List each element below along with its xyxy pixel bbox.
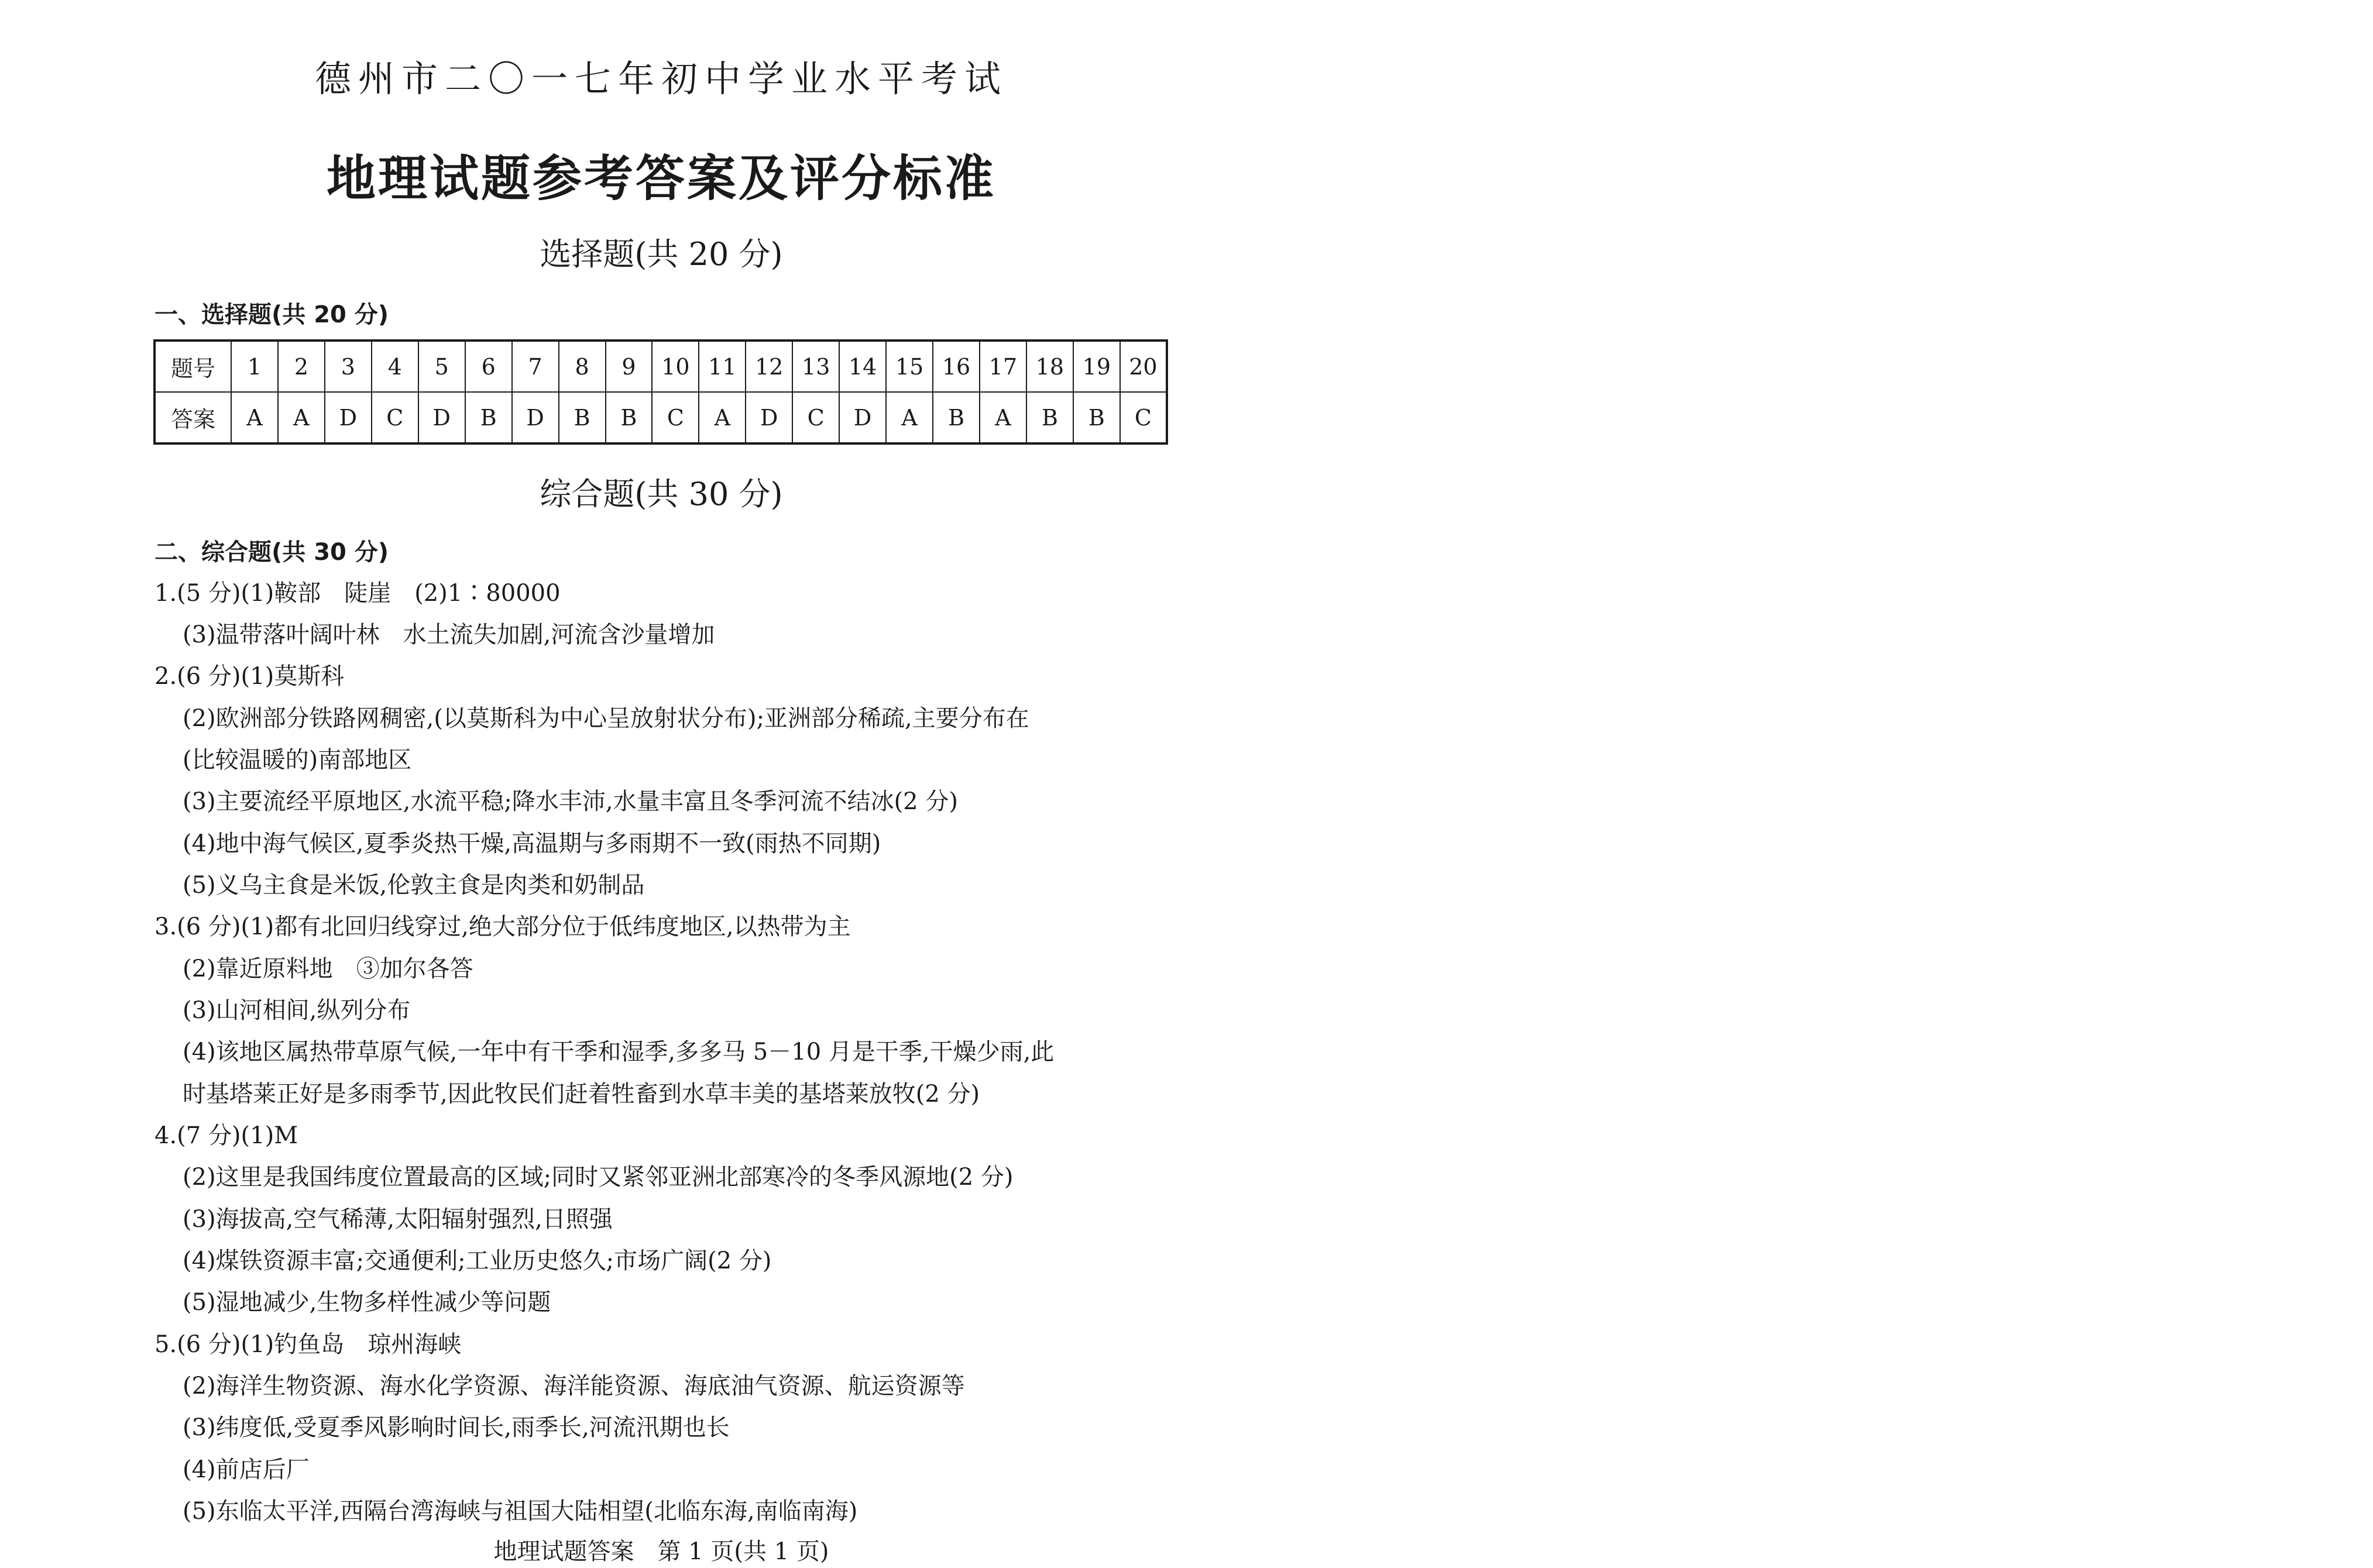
choice-section-subtitle: 选择题(共 20 分) [540,236,783,273]
question-number-cell: 4 [372,341,418,392]
answer-line: (4)地中海气候区,夏季炎热干燥,高温期与多雨期不一致(雨热不同期) [183,830,881,857]
answer-cell: C [1120,392,1167,443]
answer-cell: A [699,392,746,443]
question-number-cell: 18 [1026,341,1073,392]
answer-cell: C [652,392,699,443]
answer-line: 5.(6 分)(1)钓鱼岛 琼州海峡 [154,1331,462,1358]
question-number-cell: 7 [512,341,559,392]
answer-line: (4)前店后厂 [183,1456,310,1483]
answer-cell: C [372,392,418,443]
question-number-cell: 15 [886,341,933,392]
answer-cell: B [933,392,980,443]
answer-cell: A [278,392,325,443]
answer-cell: A [231,392,278,443]
answer-line: (3)山河相间,纵列分布 [183,997,411,1024]
answer-line: 1.(5 分)(1)鞍部 陡崖 (2)1∶80000 [154,580,561,607]
answer-label: 答案 [154,392,231,443]
answer-cell: D [512,392,559,443]
answer-cell: A [980,392,1026,443]
answer-line: (2)欧洲部分铁路网稠密,(以莫斯科为中心呈放射状分布);亚洲部分稀疏,主要分布在 [183,705,1029,732]
answer-cell: D [746,392,792,443]
answer-line: (5)义乌主食是米饭,伦敦主食是肉类和奶制品 [183,872,645,899]
document-title: 地理试题参考答案及评分标准 [326,150,996,207]
answer-cell: B [606,392,653,443]
answer-cell: C [792,392,839,443]
answer-line: 4.(7 分)(1)M [154,1122,298,1149]
answer-line: (5)东临太平洋,西隔台湾海峡与祖国大陆相望(北临东海,南临南海) [183,1498,858,1525]
answer-line: (5)湿地减少,生物多样性减少等问题 [183,1289,551,1316]
question-number-cell: 6 [465,341,512,392]
question-number-cell: 12 [746,341,792,392]
page-footer: 地理试题答案 第 1 页(共 1 页) [493,1538,829,1565]
answer-cell: D [325,392,372,443]
question-number-cell: 8 [559,341,606,392]
question-number-cell: 2 [278,341,325,392]
question-number-cell: 13 [792,341,839,392]
answer-line: 2.(6 分)(1)莫斯科 [154,663,345,690]
answer-cell: B [1026,392,1073,443]
answer-cell: B [1073,392,1120,443]
question-number-cell: 19 [1073,341,1120,392]
answer-line: (2)这里是我国纬度位置最高的区域;同时又紧邻亚洲北部寒冷的冬季风源地(2 分) [183,1164,1014,1191]
answer-cell: B [465,392,512,443]
exam-title: 德州市二〇一七年初中学业水平考试 [314,57,1008,100]
question-number-cell: 17 [980,341,1026,392]
answer-line: (比较温暖的)南部地区 [183,747,412,773]
question-number-cell: 14 [839,341,886,392]
answer-cell: B [559,392,606,443]
question-number-cell: 10 [652,341,699,392]
question-number-cell: 5 [418,341,465,392]
section2-heading: 二、综合题(共 30 分) [154,539,389,566]
answer-line: (2)海洋生物资源、海水化学资源、海洋能资源、海底油气资源、航运资源等 [183,1373,965,1399]
answer-line: (4)煤铁资源丰富;交通便利;工业历史悠久;市场广阔(2 分) [183,1247,772,1274]
answer-line: (3)海拔高,空气稀薄,太阳辐射强烈,日照强 [183,1206,613,1233]
answer-cell: D [418,392,465,443]
answer-cell: A [886,392,933,443]
answer-line: 时基塔莱正好是多雨季节,因此牧民们赶着牲畜到水草丰美的基塔莱放牧(2 分) [183,1081,980,1108]
answer-table [153,339,1168,445]
comprehensive-section-subtitle: 综合题(共 30 分) [540,476,783,513]
question-number-cell: 1 [231,341,278,392]
answer-line: (3)温带落叶阔叶林 水土流失加剧,河流含沙量增加 [183,621,715,648]
answer-cell: D [839,392,886,443]
section1-heading: 一、选择题(共 20 分) [154,301,389,328]
answer-line: 3.(6 分)(1)都有北回归线穿过,绝大部分位于低纬度地区,以热带为主 [154,913,851,940]
question-number-row [154,341,1167,392]
question-number-cell: 16 [933,341,980,392]
question-number-cell: 9 [606,341,653,392]
answer-line: (4)该地区属热带草原气候,一年中有干季和湿季,多多马 5－10 月是干季,干燥少雨,此 [183,1039,1055,1065]
question-number-label: 题号 [154,341,231,392]
question-number-cell: 20 [1120,341,1167,392]
answer-line: (3)纬度低,受夏季风影响时间长,雨季长,河流汛期也长 [183,1414,730,1441]
answer-row [154,392,1167,443]
answer-line: (2)靠近原料地 ③加尔各答 [183,955,473,982]
question-number-cell: 11 [699,341,746,392]
answer-line: (3)主要流经平原地区,水流平稳;降水丰沛,水量丰富且冬季河流不结冰(2 分) [183,788,958,815]
question-number-cell: 3 [325,341,372,392]
